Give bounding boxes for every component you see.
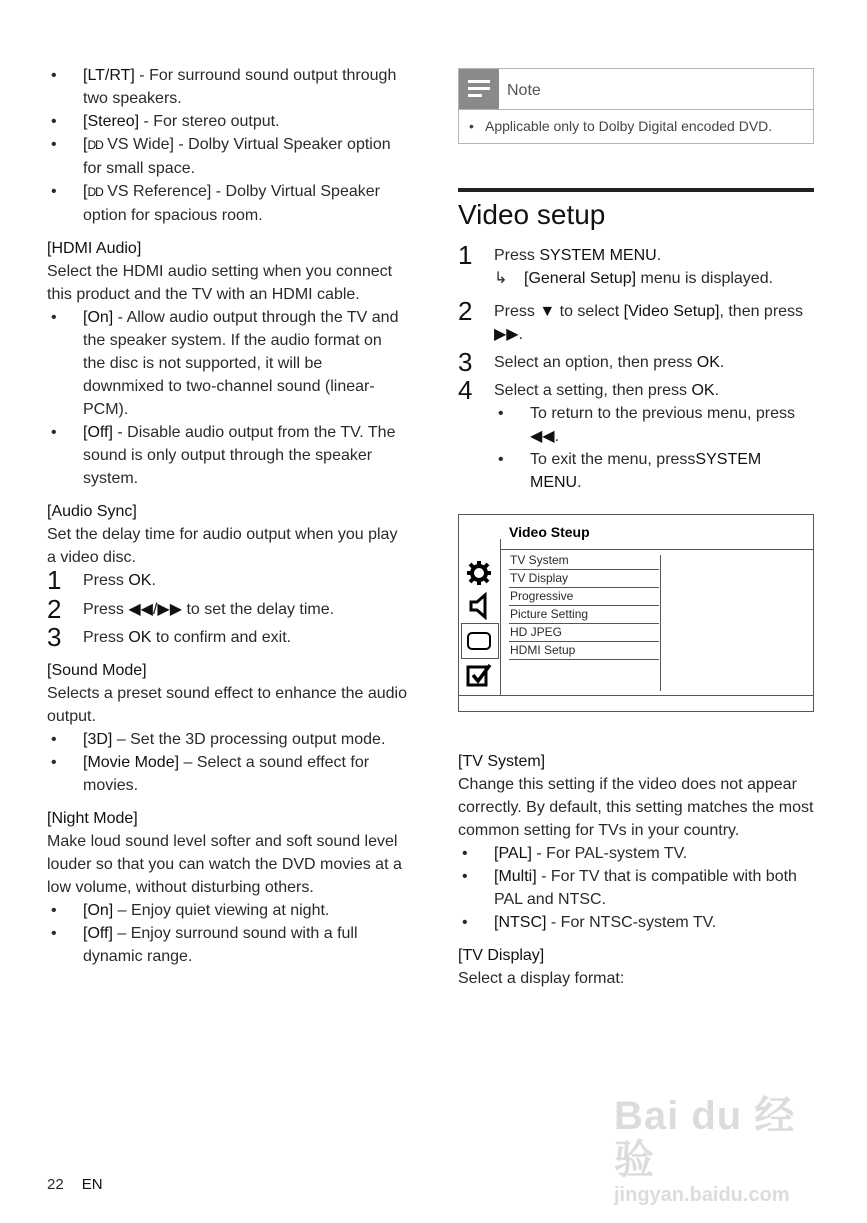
left-column <box>47 64 407 968</box>
dolby-icon: DD <box>87 185 103 199</box>
checkbox-icon[interactable] <box>465 661 493 689</box>
night-mode-section <box>47 807 407 968</box>
sound-mode-section <box>47 659 407 797</box>
audio-sync-section <box>47 500 407 652</box>
surround-options-list <box>47 64 407 227</box>
language-code: EN <box>81 1176 103 1193</box>
note-title: Note <box>507 82 541 99</box>
watermark: Bai du 经验 jingyan.baidu.com <box>614 1094 796 1206</box>
menu-item-hd-jpeg[interactable]: HD JPEG <box>509 625 659 642</box>
step: 3 Press OK to confirm and exit. <box>47 622 292 652</box>
dolby-icon: DD <box>87 138 103 152</box>
section-heading: [Sound Mode] <box>47 662 147 679</box>
section-heading: [Audio Sync] <box>47 503 137 520</box>
list-item: • [Multi] - For TV that is compatible with both PAL and NTSC. <box>458 865 814 911</box>
step: 2 Press ◀◀/▶▶ to set the delay time. <box>47 594 335 624</box>
section-intro: Set the delay time for audio output when you play a video disc. <box>47 526 398 566</box>
step: 4 Select a setting, then press OK. <box>458 375 720 405</box>
note-icon <box>459 69 499 109</box>
list-item: • To return to the previous menu, press ◀◀. <box>494 402 814 448</box>
list-item: • [Stereo] - For stereo output. <box>47 110 407 133</box>
step-result: ↳ [General Setup] menu is displayed. <box>458 267 814 290</box>
video-setup-menu <box>458 514 814 712</box>
page-number: 22 <box>47 1176 64 1193</box>
list-item: • [Off] - Disable audio output from the TV. The sound is only output through the speaker system. <box>47 421 407 490</box>
list-item: • [Off] – Enjoy surround sound with a full dynamic range. <box>47 922 407 968</box>
section-heading: [TV System] <box>458 753 546 770</box>
list-item: • [On] - Allow audio output through the TV and the speaker system. If the audio format on the disc is not supported, it will be downmixed to two-channel sound (linear-PCM). <box>47 306 407 421</box>
step: 2 Press ▼ to select [Video Setup], then press ▶▶. <box>458 296 804 343</box>
monitor-icon[interactable] <box>465 627 493 655</box>
menu-item-picture-setting[interactable]: Picture Setting <box>509 607 659 624</box>
list-item: • [On] – Enjoy quiet viewing at night. <box>47 899 407 922</box>
list-item: • [DD VS Wide] - Dolby Virtual Speaker option for small space. <box>47 133 407 180</box>
section-heading: [HDMI Audio] <box>47 240 142 257</box>
note-box <box>458 68 814 144</box>
section-heading: [Night Mode] <box>47 810 138 827</box>
title-rule <box>458 188 814 192</box>
page-title: Video setup <box>458 199 606 230</box>
section-intro: Select a display format: <box>458 970 625 987</box>
tv-system-section <box>458 750 814 934</box>
note-body: • Applicable only to Dolby Digital encoded DVD. <box>459 109 813 143</box>
menu-item-tv-display[interactable]: TV Display <box>509 571 659 588</box>
tv-display-section <box>458 944 814 990</box>
gear-icon[interactable] <box>465 559 493 587</box>
list-item: • To exit the menu, pressSYSTEM MENU. <box>494 448 814 494</box>
section-intro: Change this setting if the video does not appear correctly. By default, this setting matches the most common setting for TVs in your country. <box>458 776 814 839</box>
section-heading: [TV Display] <box>458 947 545 964</box>
list-item: • [3D] – Set the 3D processing output mode. <box>47 728 407 751</box>
section-intro: Selects a preset sound effect to enhance the audio output. <box>47 685 407 725</box>
page-footer <box>47 1176 103 1193</box>
section-intro: Make loud sound level softer and soft sound level louder so that you can watch the DVD movies at a low volume, without disturbing others. <box>47 833 402 896</box>
menu-item-tv-system[interactable]: TV System <box>509 553 659 570</box>
speaker-icon[interactable] <box>465 592 493 620</box>
menu-item-progressive[interactable]: Progressive <box>509 589 659 606</box>
list-item: • [DD VS Reference] - Dolby Virtual Speaker option for spacious room. <box>47 180 407 227</box>
section-intro: Select the HDMI audio setting when you connect this product and the TV with an HDMI cable. <box>47 263 393 303</box>
menu-items <box>509 553 659 661</box>
menu-item-hdmi-setup[interactable]: HDMI Setup <box>509 643 659 660</box>
list-item: • [NTSC] - For NTSC-system TV. <box>458 911 814 934</box>
step: 1 Press SYSTEM MENU. <box>458 240 662 270</box>
list-item: • [PAL] - For PAL-system TV. <box>458 842 814 865</box>
step: 1 Press OK. <box>47 565 156 595</box>
menu-title: Video Steup <box>509 524 590 540</box>
right-column <box>458 64 814 990</box>
list-item: • [LT/RT] - For surround sound output through two speakers. <box>47 64 407 110</box>
list-item: • [Movie Mode] – Select a sound effect for movies. <box>47 751 407 797</box>
hdmi-audio-section <box>47 237 407 490</box>
step: 3 Select an option, then press OK. <box>458 347 725 377</box>
